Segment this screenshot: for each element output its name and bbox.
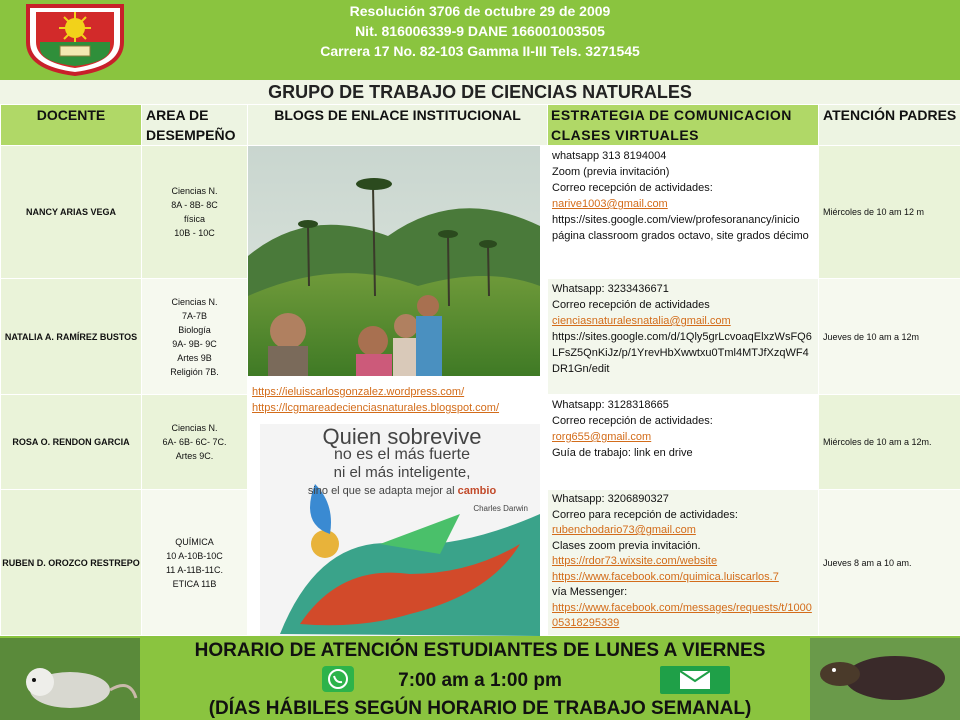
column-header-estrategia: ESTRATEGIA DE COMUNICACION CLASES VIRTUALES <box>548 105 819 146</box>
quote-line-2: no es el más fuerte <box>333 446 471 463</box>
quote-line-4: sino el que se adapta mejor al <box>307 485 455 497</box>
email-link[interactable]: cienciasnaturalesnatalia@gmail.com <box>552 315 731 327</box>
quote-line-1: Quien sobrevive <box>322 424 482 449</box>
blogs-cell <box>248 146 548 636</box>
teacher-name: RUBEN D. OROZCO RESTREPO <box>1 490 142 636</box>
comm-cell: Whatsapp: 3233436671 Correo recepción de actividades cienciasnaturalesnatalia@gmail.com https://sites.google.com/d/1Qly5grLcvoaqElxzWsFQ6LFsZ5QnKiJz/p/1YrevHbXwwtxu0Tml4MTJfXzqWF4DR1Gn/edit <box>548 279 819 395</box>
footer-bar <box>0 636 960 720</box>
comm-cell: Whatsapp: 3206890327 Correo para recepción de actividades: rubenchodario73@gmail.com Clases zoom previa invitación. https://rdor73.wixsite.com/website https://www.facebook.com/quimica.luiscarlos.7 vía Messenger: https://www.facebook.com/messages/requests/t/100005318295339 <box>548 490 819 636</box>
column-header-area: AREA DE DESEMPEÑO <box>142 105 248 146</box>
parent-attention: Miércoles de 10 am a 12m. <box>819 395 960 490</box>
teacher-area: Ciencias N. 6A- 6B- 6C- 7C. Artes 9C. <box>142 395 248 490</box>
agouti-photo <box>810 638 960 720</box>
footer-working-days: (DÍAS HÁBILES SEGÚN HORARIO DE TRABAJO SEMANAL) <box>208 698 752 719</box>
header-bar <box>0 0 960 78</box>
parent-attention: Miércoles de 10 am 12 m <box>819 146 960 279</box>
email-link[interactable]: rorg655@gmail.com <box>552 431 652 443</box>
quote-emphasis: cambio <box>457 485 497 497</box>
comm-cell: whatsapp 313 8194004 Zoom (previa invitación) Correo recepción de actividades: narive1003@gmail.com https://sites.google.com/view/profesoranancy/inicio página classroom grados octavo, site grados décimo <box>548 146 819 279</box>
teacher-name: NATALIA A. RAMÍREZ BUSTOS <box>1 279 142 395</box>
column-header-docente: DOCENTE <box>1 105 142 146</box>
facebook-link[interactable]: https://www.facebook.com/quimica.luiscarlos.7 <box>552 570 779 583</box>
teacher-name: NANCY ARIAS VEGA <box>1 146 142 279</box>
blog-link-1[interactable]: https://ieluiscarlosgonzalez.wordpress.com/ <box>252 386 465 398</box>
quote-line-3: ni el más inteligente, <box>333 464 471 481</box>
teacher-area: Ciencias N. 7A-7B Biología 9A- 9B- 9C Artes 9B Religión 7B. <box>142 279 248 395</box>
parent-attention: Jueves 8 am a 10 am. <box>819 490 960 636</box>
institution-crest-icon <box>20 2 130 76</box>
staff-table <box>0 104 960 636</box>
website-link[interactable]: https://rdor73.wixsite.com/website <box>552 555 718 567</box>
column-header-atencion: ATENCIÓN PADRES <box>819 105 960 146</box>
footer-schedule-title: HORARIO DE ATENCIÓN ESTUDIANTES DE LUNES A VIERNES <box>194 640 766 661</box>
page-title: GRUPO DE TRABAJO DE CIENCIAS NATURALES <box>0 78 960 106</box>
email-link[interactable]: narive1003@gmail.com <box>552 198 668 210</box>
table-row <box>1 146 960 279</box>
blog-link-2[interactable]: https://lcgmareadecienciasnaturales.blogspot.com/ <box>252 402 500 414</box>
teacher-area: Ciencias N. 8A - 8B- 8C física 10B - 10C <box>142 146 248 279</box>
column-header-blogs: BLOGS DE ENLACE INSTITUCIONAL <box>248 105 548 146</box>
header-nit: Nit. 816006339-9 DANE 166001003505 <box>355 23 605 39</box>
header-resolution: Resolución 3706 de octubre 29 de 2009 <box>349 3 611 19</box>
mail-icon <box>660 666 730 694</box>
teacher-area: QUÍMICA 10 A-10B-10C 11 A-11B-11C. ETICA 11B <box>142 490 248 636</box>
email-link[interactable]: rubenchodario73@gmail.com <box>552 524 696 536</box>
opossum-photo <box>0 638 140 720</box>
landscape-photo <box>248 146 540 376</box>
header-address: Carrera 17 No. 82-103 Gamma II-III Tels. 3271545 <box>320 43 640 59</box>
darwin-quote-image <box>260 424 540 636</box>
comm-cell: Whatsapp: 3128318665 Correo recepción de actividades: rorg655@gmail.com Guía de trabajo: link en drive <box>548 395 819 490</box>
table-header-row <box>1 105 960 146</box>
quote-author: Charles Darwin <box>473 504 528 513</box>
teacher-name: ROSA O. RENDON GARCIA <box>1 395 142 490</box>
messenger-link[interactable]: https://www.facebook.com/messages/requests/t/100005318295339 <box>552 601 812 629</box>
footer-hours: 7:00 am a 1:00 pm <box>398 670 562 691</box>
parent-attention: Jueves de 10 am a 12m <box>819 279 960 395</box>
